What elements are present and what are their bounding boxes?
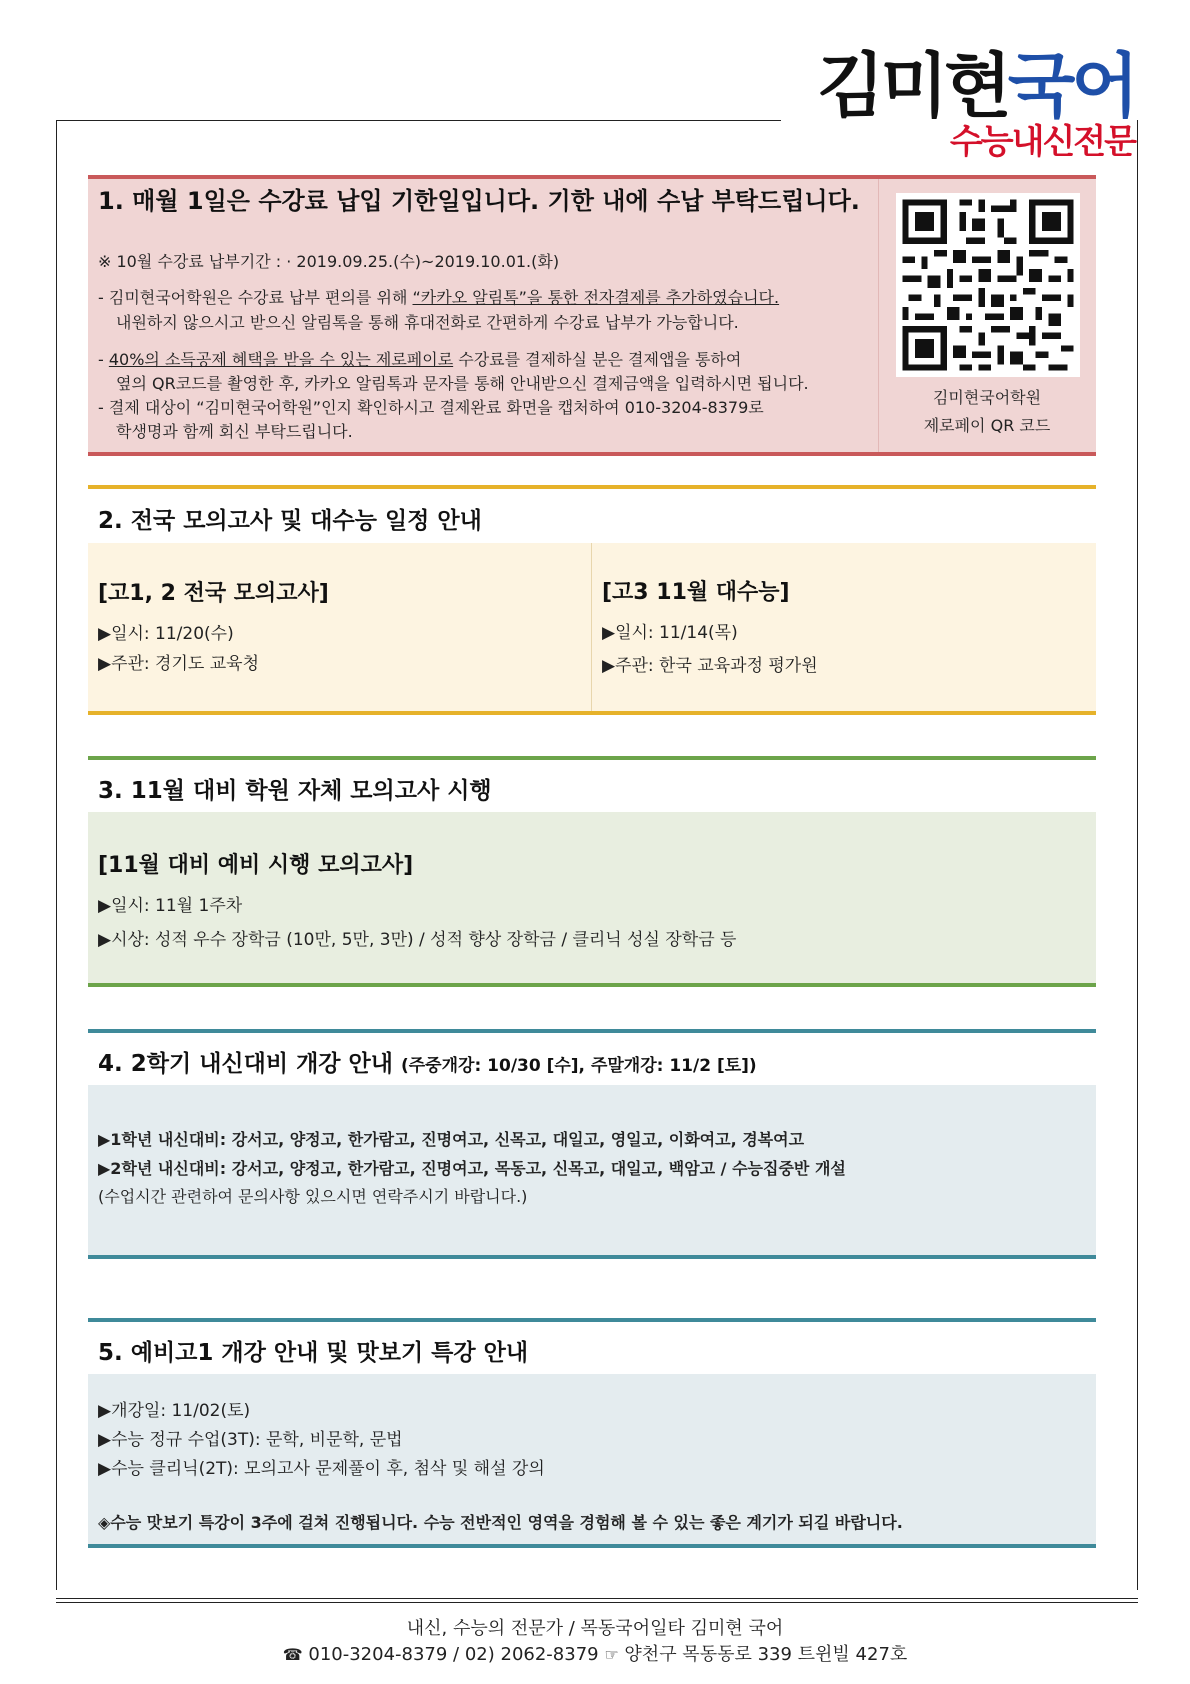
logo-tagline: 수능내신전문 bbox=[949, 122, 1135, 162]
grade1-schools: ▶1학년 내신대비: 강서고, 양정고, 한가람고, 진명여고, 신목고, 대일고, 영일고, 이화여고, 경복여고 bbox=[98, 1130, 805, 1149]
csat-host: ▶주관: 한국 교육과정 평가원 bbox=[602, 656, 818, 676]
special-lecture-notice: ◈수능 맛보기 특강이 3주에 걸쳐 진행됩니다. 수능 전반적인 영역을 경험해 볼 수 있는 좋은 계기가 되길 바랍니다. bbox=[98, 1513, 903, 1532]
section-exam-schedule-header bbox=[88, 485, 1096, 550]
footer-address: 양천구 목동동로 339 트윈빌 427호 bbox=[624, 1644, 908, 1665]
section-divider bbox=[878, 179, 879, 452]
mock-exam-date: ▶일시: 11/20(수) bbox=[98, 624, 234, 644]
section-title: 5. 예비고1 개강 안내 및 맛보기 특강 안내 bbox=[98, 1340, 529, 1366]
section-pre-high1-body bbox=[88, 1374, 1096, 1548]
qr-label-academy: 김미현국어학원 bbox=[932, 388, 1042, 407]
zeropay-line2: 옆의 QR코드를 촬영한 후, 카카오 알림톡과 문자를 통해 안내받으신 결제금액을 입력하시면 됩니다. bbox=[116, 374, 809, 393]
opening-date: ▶개강일: 11/02(토) bbox=[98, 1401, 251, 1421]
academy-logo bbox=[783, 45, 1135, 127]
frame-bottom-line-double bbox=[56, 1602, 1138, 1603]
mock-exam-heading: [고1, 2 전국 모의고사] bbox=[98, 581, 329, 606]
academy-mock-prize: ▶시상: 성적 우수 장학금 (10만, 5만, 3만) / 성적 향상 장학금 / 클리닉 성실 장학금 등 bbox=[98, 930, 737, 950]
academy-mock-heading: [11월 대비 예비 시행 모의고사] bbox=[98, 853, 414, 878]
kakao-payment-line2: 내원하지 않으시고 받으신 알림톡을 통해 휴대전화로 간편하게 수강료 납부가 가능합니다. bbox=[116, 313, 739, 332]
frame-right-line bbox=[1137, 120, 1138, 1590]
section-tuition-payment bbox=[88, 175, 1096, 456]
section-pre-high1-header bbox=[88, 1318, 1096, 1381]
regular-class: ▶수능 정규 수업(3T): 문학, 비문학, 문법 bbox=[98, 1430, 403, 1450]
title-text: 4. 2학기 내신대비 개강 안내 bbox=[98, 1051, 393, 1077]
title-note: (주중개강: 10/30 [수], 주말개강: 11/2 [토]) bbox=[400, 1056, 757, 1076]
footer-phone[interactable]: 010-3204-8379 / 02) 2062-8379 bbox=[308, 1644, 599, 1665]
text: - bbox=[98, 350, 109, 369]
text: 수강료를 결제하실 분은 결제앱을 통하여 bbox=[453, 350, 742, 369]
frame-top-line bbox=[56, 120, 781, 121]
section-school-exam-class-body bbox=[88, 1085, 1096, 1259]
underlined-text: “카카오 알림톡”을 통한 전자결제를 추가하였습니다. bbox=[412, 288, 780, 307]
zeropay-line1 bbox=[98, 347, 741, 370]
section-exam-schedule-body bbox=[88, 543, 1096, 715]
frame-left-line bbox=[56, 120, 57, 1590]
grade2-schools: ▶2학년 내신대비: 강서고, 양정고, 한가람고, 진명여고, 목동고, 신목고, 대일고, 백암고 / 수능집중반 개설 bbox=[98, 1159, 846, 1178]
csat-heading: [고3 11월 대수능] bbox=[602, 580, 790, 605]
csat-date: ▶일시: 11/14(목) bbox=[602, 623, 738, 643]
section-academy-mock-exam-header bbox=[88, 756, 1096, 819]
section-title: 1. 매월 1일은 수강료 납입 기한일입니다. 기한 내에 수납 부탁드립니다. bbox=[98, 187, 860, 215]
section-title: 3. 11월 대비 학원 자체 모의고사 시행 bbox=[98, 778, 492, 804]
zeropay-qr-code[interactable] bbox=[896, 193, 1080, 377]
section-academy-mock-exam-body bbox=[88, 812, 1096, 987]
clinic-class: ▶수능 클리닉(2T): 모의고사 문제풀이 후, 첨삭 및 해설 강의 bbox=[98, 1459, 545, 1479]
phone-icon: ☎ bbox=[282, 1645, 303, 1664]
mock-exam-host: ▶주관: 경기도 교육청 bbox=[98, 654, 259, 674]
inquiry-note: (수업시간 관련하여 문의사항 있으시면 연락주시기 바랍니다.) bbox=[98, 1187, 528, 1206]
column-divider bbox=[591, 543, 592, 711]
confirm-line1: - 결제 대상이 “김미현국어학원”인지 확인하시고 결제완료 화면을 캡처하여 010-3204-8379로 bbox=[98, 398, 764, 417]
pointing-hand-icon: ☞ bbox=[604, 1645, 619, 1664]
frame-bottom-line bbox=[56, 1598, 1138, 1599]
section-title bbox=[98, 1045, 757, 1078]
underlined-text: 40%의 소득공제 혜택을 받을 수 있는 제로페이로 bbox=[108, 350, 454, 369]
academy-mock-date: ▶일시: 11월 1주차 bbox=[98, 896, 243, 916]
qr-label-zeropay: 제로페이 QR 코드 bbox=[923, 416, 1051, 435]
logo-name: 김미현 bbox=[816, 45, 1008, 127]
footer-contact bbox=[0, 1640, 1190, 1666]
footer-tagline: 내신, 수능의 전문가 / 목동국어일타 김미현 국어 bbox=[406, 1618, 784, 1639]
confirm-line2: 학생명과 함께 회신 부탁드립니다. bbox=[116, 422, 353, 441]
text: - 김미현국어학원은 수강료 납부 편의를 위해 bbox=[98, 288, 413, 307]
logo-subject: 국어 bbox=[1007, 45, 1135, 127]
section-school-exam-class-header bbox=[88, 1029, 1096, 1092]
section-title: 2. 전국 모의고사 및 대수능 일정 안내 bbox=[98, 508, 482, 534]
payment-period-notice: ※ 10월 수강료 납부기간 : · 2019.09.25.(수)~2019.10.01.(화) bbox=[98, 252, 560, 271]
kakao-payment-line1 bbox=[98, 285, 779, 308]
